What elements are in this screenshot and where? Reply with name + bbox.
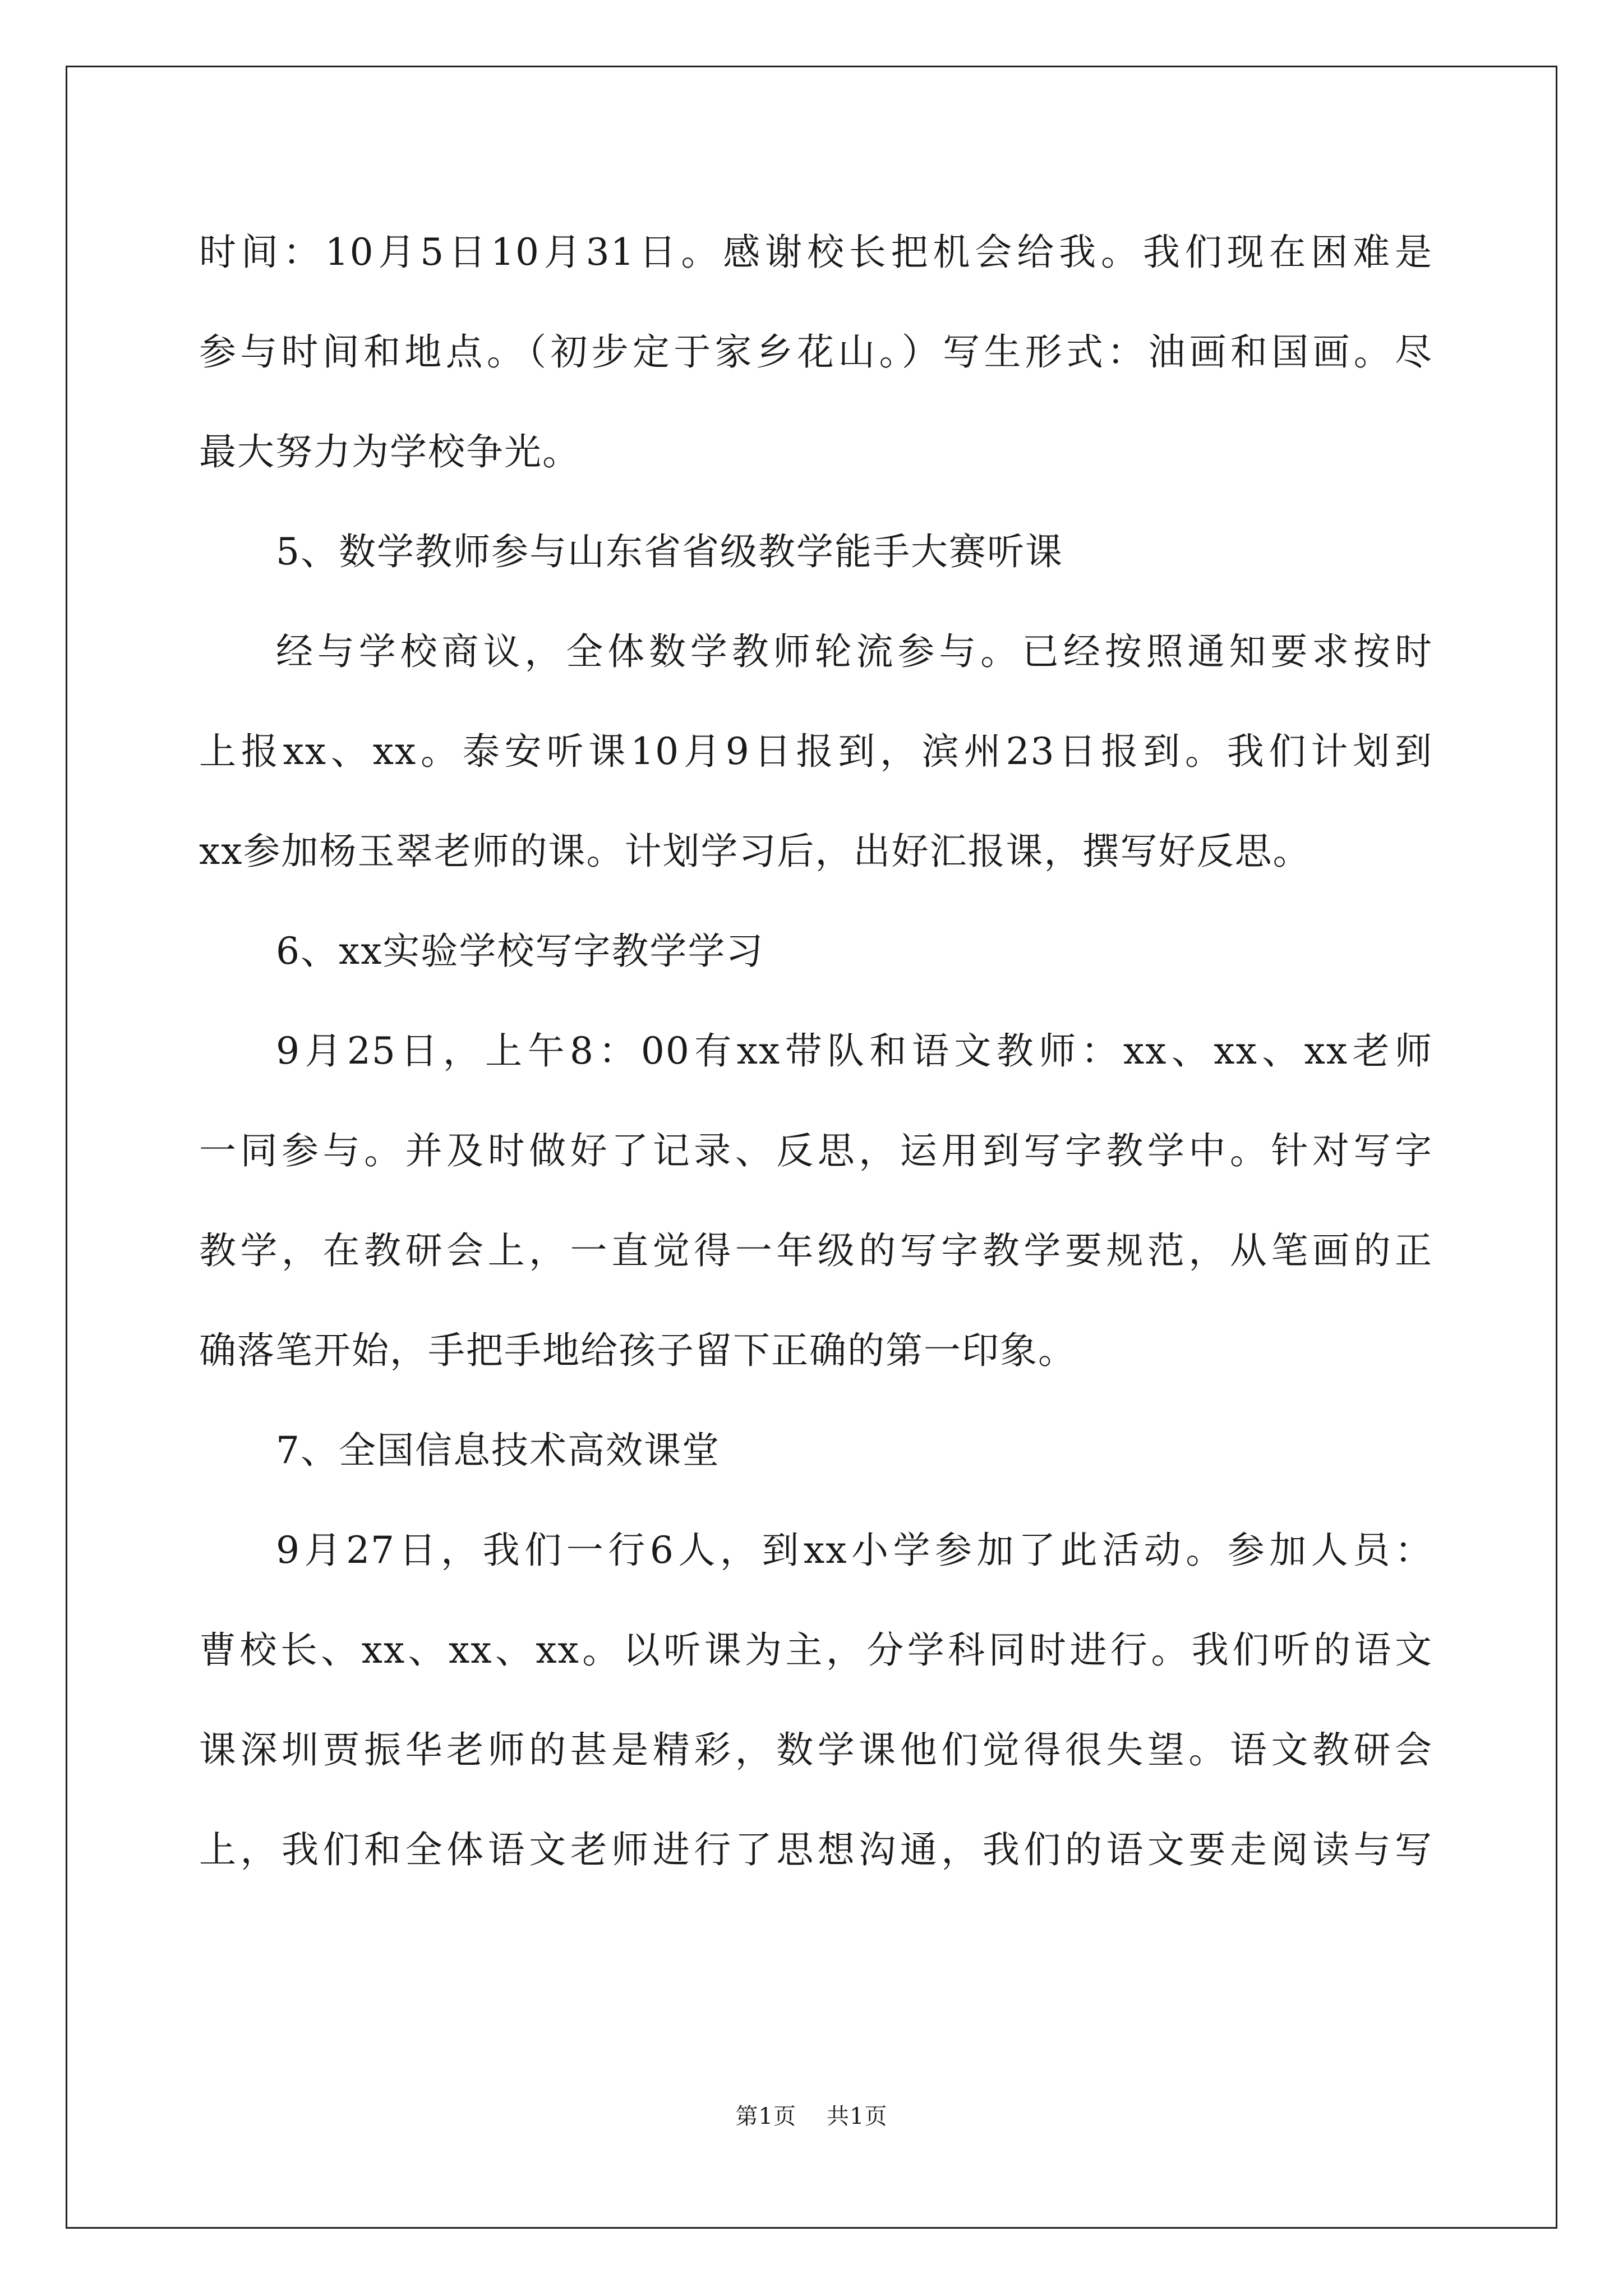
text-line: 确落笔开始，手把手地给孩子留下正确的第一印象。 — [199, 1329, 1076, 1372]
page-number: 第1页 — [735, 2104, 796, 2129]
section-heading: 5、数学教师参与山东省省级教学能手大赛听课 — [276, 530, 1063, 573]
document-body — [199, 213, 1433, 1911]
text-line: 时间：10月5日10月31日。感谢校长把机会给我。我们现在困难是 — [199, 231, 1433, 274]
page-footer — [0, 2101, 1623, 2132]
text-line: 曹校长、xx、xx、xx。以听课为主，分学科同时进行。我们听的语文 — [199, 1628, 1433, 1672]
text-line: xx参加杨玉翠老师的课。计划学习后，出好汇报课，撰写好反思。 — [199, 830, 1311, 873]
text-line: 教学，在教研会上，一直觉得一年级的写字教学要规范，从笔画的正 — [199, 1229, 1433, 1272]
section-heading: 7、全国信息技术高效课堂 — [276, 1429, 720, 1472]
text-line: 9月27日，我们一行6人，到xx小学参加了此活动。参加人员： — [276, 1529, 1433, 1572]
text-line: 课深圳贾振华老师的甚是精彩，数学课他们觉得很失望。语文教研会 — [199, 1728, 1433, 1772]
section-heading: 6、xx实验学校写字教学学习 — [276, 930, 764, 973]
text-line: 最大努力为学校争光。 — [199, 430, 580, 473]
text-line: 9月25日，上午8：00有xx带队和语文教师：xx、xx、xx老师 — [276, 1029, 1433, 1073]
text-line: 经与学校商议，全体数学教师轮流参与。已经按照通知要求按时 — [276, 630, 1433, 673]
text-line: 一同参与。并及时做好了记录、反思，运用到写字教学中。针对写字 — [199, 1129, 1433, 1172]
text-line: 上报xx、xx。泰安听课10月9日报到，滨州23日报到。我们计划到 — [199, 730, 1433, 773]
page-total: 共1页 — [827, 2104, 888, 2129]
text-line: 参与时间和地点。（初步定于家乡花山。）写生形式：油画和国画。尽 — [199, 330, 1433, 374]
text-line: 上，我们和全体语文老师进行了思想沟通，我们的语文要走阅读与写 — [199, 1828, 1433, 1871]
